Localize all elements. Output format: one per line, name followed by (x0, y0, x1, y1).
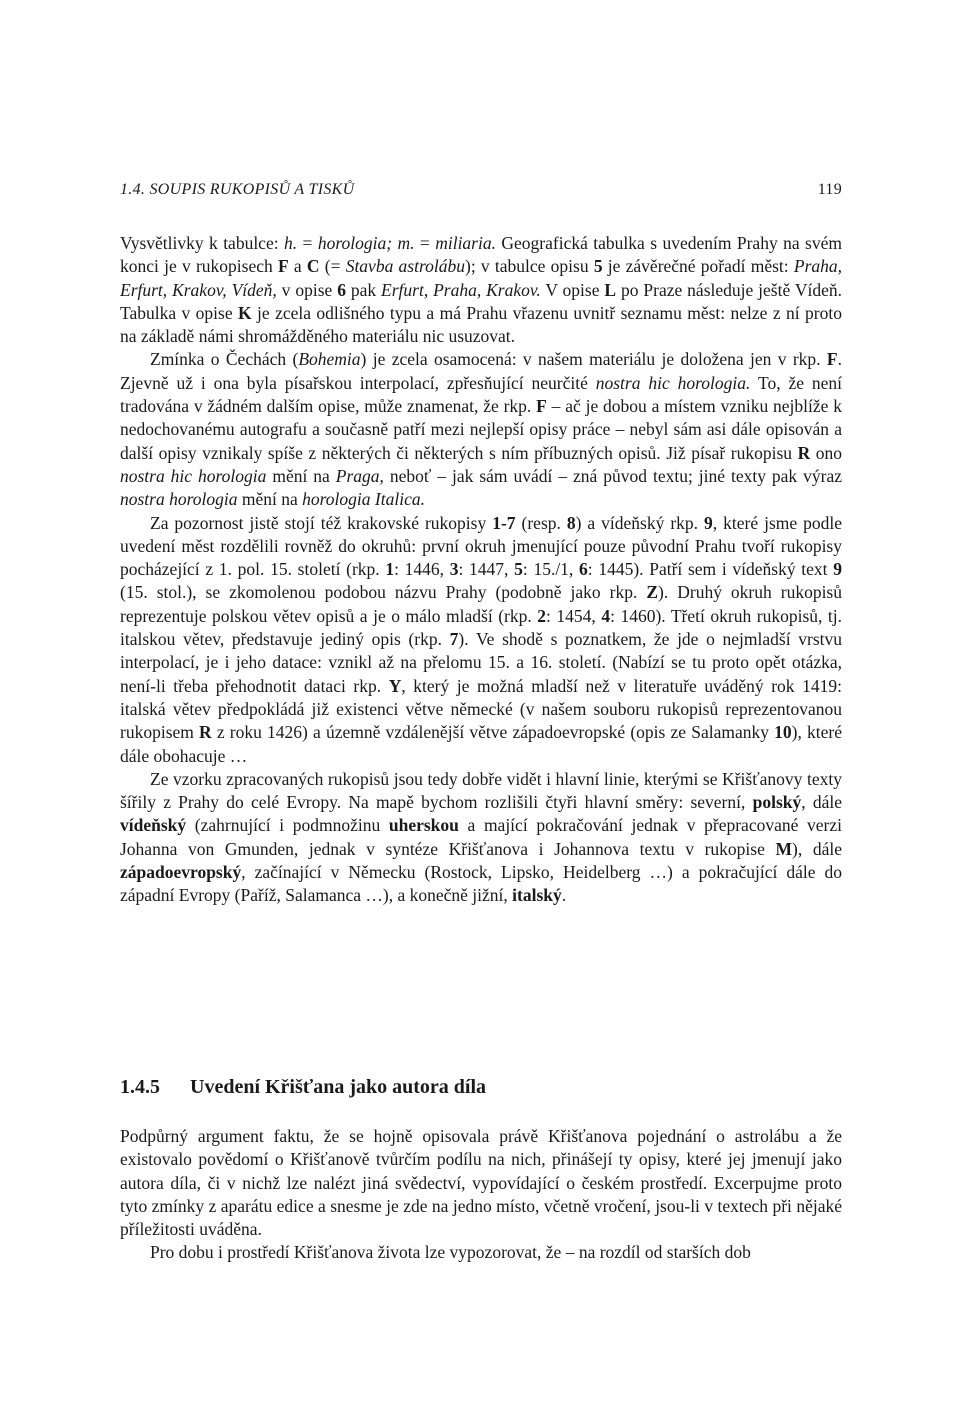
paragraph-main-lines: Ze vzorku zpracovaných rukopisů jsou tedy dobře vidět i hlavní linie, kterými se Křišťanovy texty šířily z Prahy do celé Evropy. Na mapě bychom rozlišili čtyři hlavní směry: severní, polský, dále vídeňský (zahrnující i podmnožinu uherskou a mající pokračování jednak v přepracované verzi Johanna von Gmunden, jednak v syntéze Křišťanova i Johannova textu v rukopise M), dále západoevropský, začínající v Německu (Rostock, Lipsko, Heidelberg …) a pokračující dále do západní Evropy (Paříž, Salamanca …), a konečně jižní, italský. (120, 768, 842, 906)
paragraph-bohemia: Zmínka o Čechách (Bohemia) je zcela osamocená: v našem materiálu je doložena jen v rkp. F. Zjevně už i ona byla písařskou interpolací, zpřesňující neurčité nostra hic horologia. To, že není tradována v žádném dalším opise, může znamenat, že rkp. F – ač je dobou a místem vzniku nejblíže k nedochovanému autografu a současně patří mezi nejlepší opisy práce – nebyl sám asi dále opisován a další opisy vznikaly spíše z některých či některých s ním příbuzných opisů. Již písař rukopisu R ono nostra hic horologia mění na Praga, neboť – jak sám uvádí – zná původ textu; jiné texty pak výraz nostra horologia mění na horologia Italica. (120, 349, 843, 510)
body-text (120, 232, 842, 908)
paragraph-explanation: Vysvětlivky k tabulce: h. = horologia; m. = miliaria. Geografická tabulka s uvedením Prahy na svém konci je v rukopisech F a C (= Stavba astrolábu); v tabulce opisu 5 je závěrečné pořadí měst: Praha, Erfurt, Krakov, Vídeň, v opise 6 pak Erfurt, Praha, Krakov. V opise L po Praze následuje ještě Vídeň. Tabulka v opise K je zcela odlišného typu a má Prahu vřazenu uvnitř seznamu měst: nelze z ní proto na základě námi shromážděného materiálu nic usuzovat. (120, 233, 843, 347)
page-number: 119 (817, 181, 842, 198)
section-title: Uvedení Křišťana jako autora díla (190, 1076, 486, 1098)
section-1-4-5 (120, 1076, 842, 1265)
section-heading (120, 1076, 842, 1099)
section-paragraph-2: Pro dobu i prostředí Křišťanova života lze vypozorovat, že – na rozdíl od starších dob (150, 1242, 751, 1263)
running-section-title: 1.4. SOUPIS RUKOPISŮ A TISKŮ (120, 181, 355, 198)
section-paragraph-1: Podpůrný argument faktu, že se hojně opisovala právě Křišťanova pojednání o astrolábu a že existovalo povědomí o Křišťanově tvůrčím podílu na nich, přinášejí ty opisy, které jej jmenují jako autora díla, či v nichž lze nalézt jiná svědectví, vypovídající o českém prostředí. Excerpujme proto tyto zmínky z aparátu edice a snesme je zde na jedno místo, včetně vročení, jsou-li v textech při nějaké příležitosti uváděna. (120, 1126, 842, 1240)
paragraph-krakow-manuscripts: Za pozornost jistě stojí též krakovské rukopisy 1-7 (resp. 8) a vídeňský rkp. 9, které jsme podle uvedení měst rozdělili rovněž do okruhů: první okruh jmenující pouze původní Prahu tvoří rukopisy pocházející z 1. pol. 15. století (rkp. 1: 1446, 3: 1447, 5: 15./1, 6: 1445). Patří sem i vídeňský text 9 (15. stol.), se zkomolenou podobou názvu Prahy (podobně jako rkp. Z). Druhý okruh rukopisů reprezentuje polskou větev opisů a je o málo mladší (rkp. 2: 1454, 4: 1460). Třetí okruh rukopisů, tj. italskou větev, představuje jediný opis (rkp. 7). Ve shodě s poznatkem, že jde o nejmladší vrstvu interpolací, je i jeho datace: vznikl až na přelomu 15. a 16. století. (Nabízí se tu proto opět otázka, není-li třeba přehodnotit dataci rkp. Y, který je možná mladší než v literatuře uváděný rok 1419: italská větev předpokládá již existenci větve německé (v našem souboru rukopisů reprezentovanou rukopisem R z roku 1426) a územně vzdálenější větve západoevropské (opis ze Salamanky 10), které dále obohacuje … (120, 512, 843, 766)
running-header (120, 181, 842, 199)
section-number: 1.4.5 (120, 1076, 160, 1098)
